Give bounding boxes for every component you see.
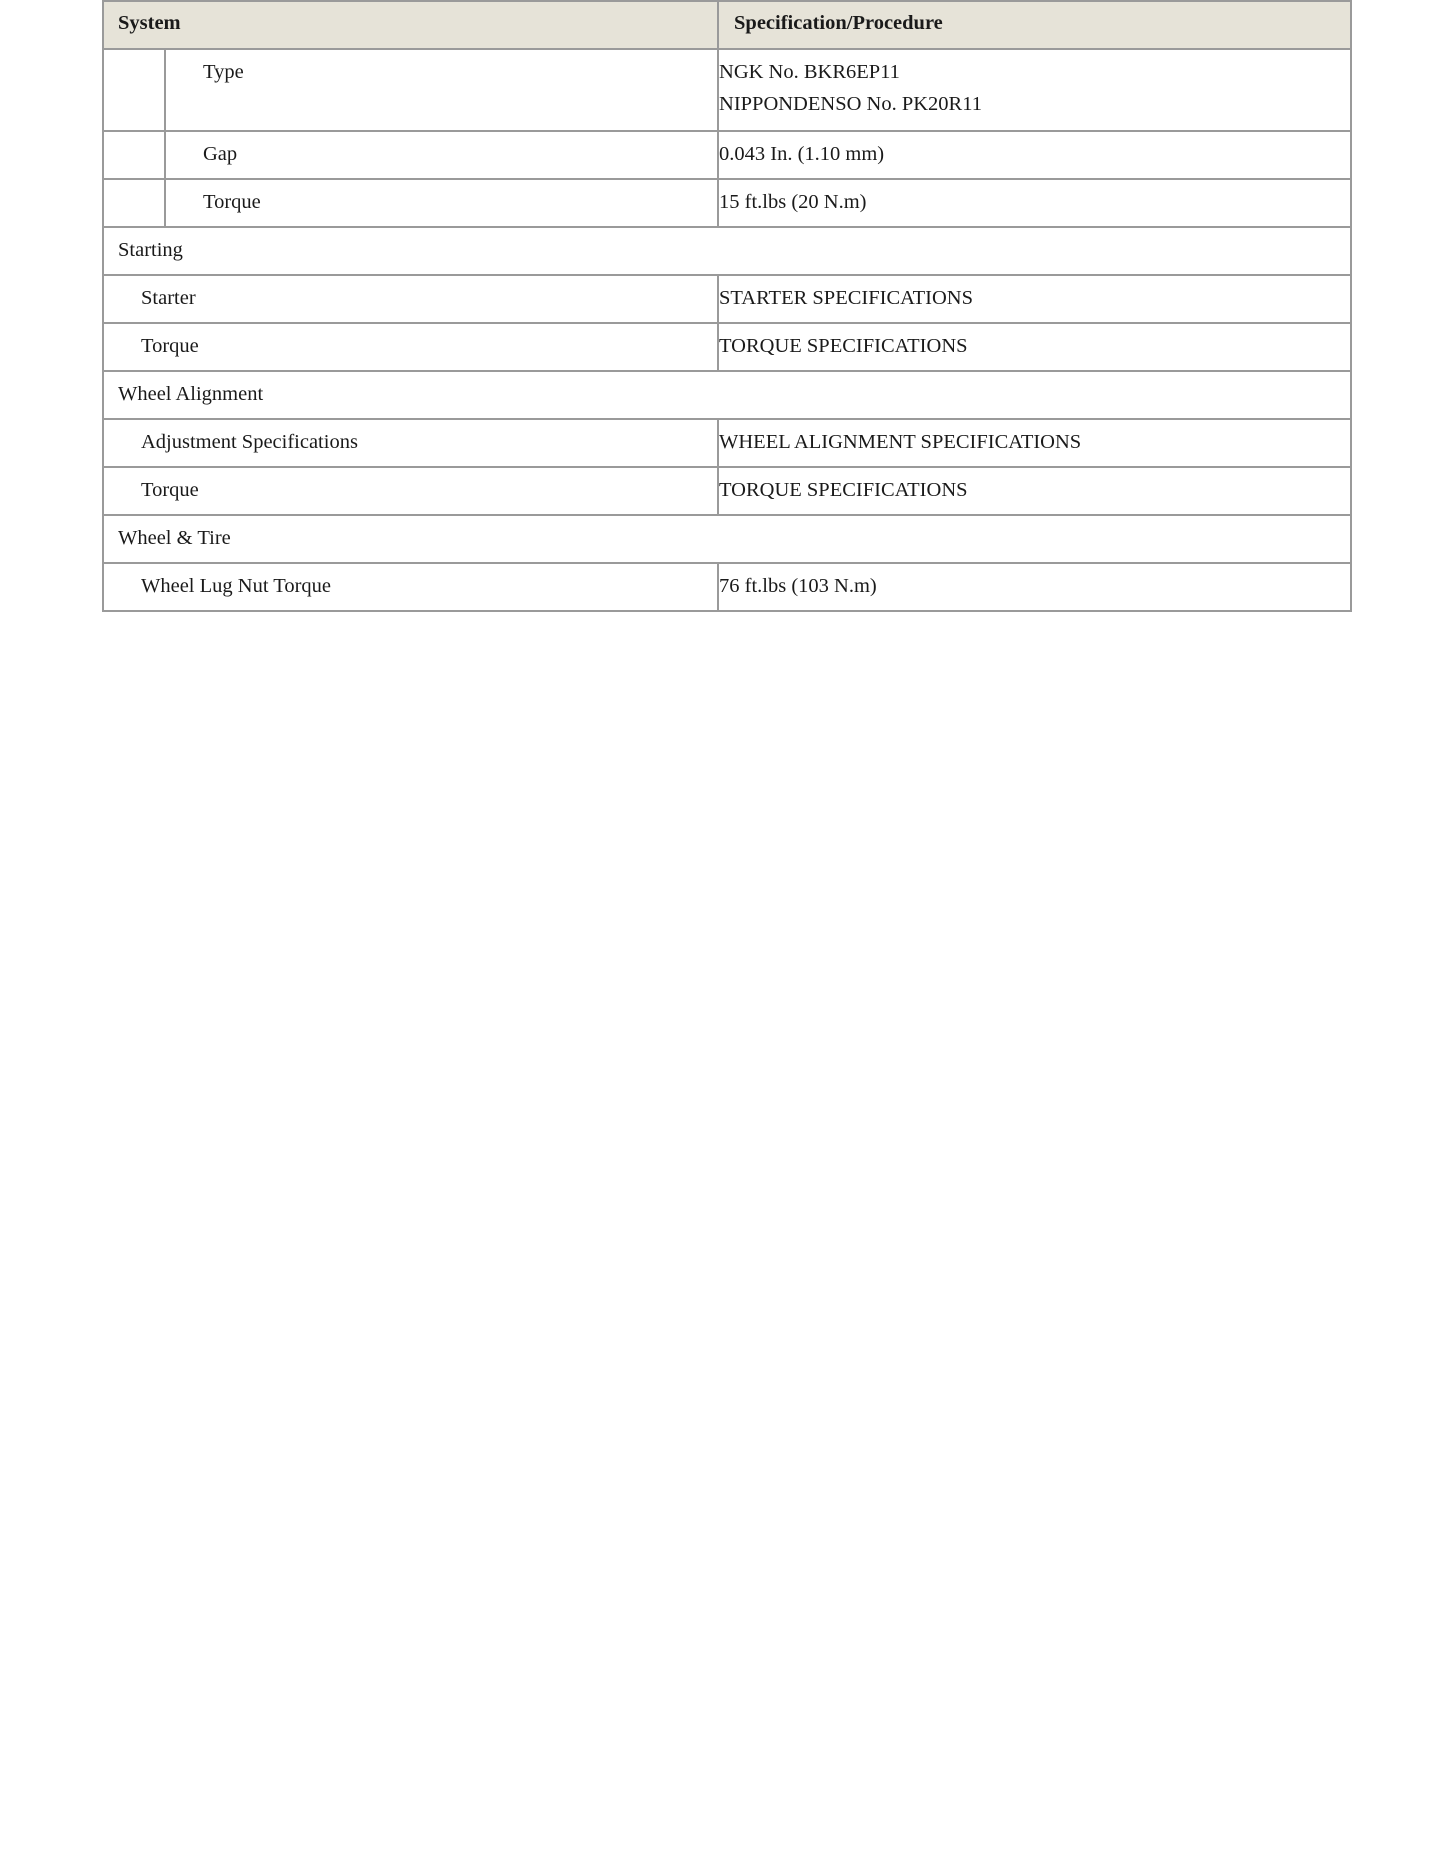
table-row <box>103 49 1351 131</box>
row-value-cell <box>718 419 1351 467</box>
header-specification: Specification/Procedure <box>718 1 1351 49</box>
table-row <box>103 275 1351 323</box>
section-title-cell <box>103 515 1351 563</box>
section-row <box>103 515 1351 563</box>
header-system: System <box>103 1 718 49</box>
row-value-cell <box>718 323 1351 371</box>
row-label-cell <box>103 419 718 467</box>
header-row <box>103 1 1351 49</box>
section-row <box>103 227 1351 275</box>
indent-cell <box>103 131 165 179</box>
row-label-cell <box>103 467 718 515</box>
section-title-cell <box>103 371 1351 419</box>
row-value-cell <box>718 49 1351 131</box>
row-value: 0.043 In. (1.10 mm) <box>719 143 885 165</box>
indent-cell <box>103 49 165 131</box>
row-value: WHEEL ALIGNMENT SPECIFICATIONS <box>719 431 1082 453</box>
row-label-cell <box>103 323 718 371</box>
row-label-cell <box>165 131 718 179</box>
row-value: NGK No. BKR6EP11 <box>719 61 900 83</box>
section-title: Wheel & Tire <box>118 527 231 549</box>
row-label: Torque <box>203 191 261 213</box>
row-value-cell <box>718 179 1351 227</box>
row-value: TORQUE SPECIFICATIONS <box>719 335 968 357</box>
table-row <box>103 419 1351 467</box>
row-label: Type <box>203 61 244 83</box>
row-value: TORQUE SPECIFICATIONS <box>719 479 968 501</box>
row-label-cell <box>103 275 718 323</box>
table-row <box>103 131 1351 179</box>
row-label-cell <box>165 179 718 227</box>
section-title: Starting <box>118 239 183 261</box>
row-label-cell <box>103 563 718 611</box>
row-label-cell <box>165 49 718 131</box>
row-value: 15 ft.lbs (20 N.m) <box>719 191 867 213</box>
section-row <box>103 371 1351 419</box>
table-row <box>103 467 1351 515</box>
section-title: Wheel Alignment <box>118 383 264 405</box>
row-label: Torque <box>141 335 199 357</box>
table-row <box>103 563 1351 611</box>
row-value-cell <box>718 563 1351 611</box>
row-label: Gap <box>203 143 238 165</box>
table-row <box>103 323 1351 371</box>
row-value-cell <box>718 131 1351 179</box>
row-value-cell <box>718 467 1351 515</box>
row-value: 76 ft.lbs (103 N.m) <box>719 575 877 597</box>
row-label: Wheel Lug Nut Torque <box>141 575 332 597</box>
indent-cell <box>103 179 165 227</box>
specifications-table <box>102 0 1352 612</box>
row-label: Adjustment Specifications <box>141 431 358 453</box>
row-value: NIPPONDENSO No. PK20R11 <box>719 93 982 115</box>
row-value-cell <box>718 275 1351 323</box>
section-title-cell <box>103 227 1351 275</box>
row-label: Starter <box>141 287 196 309</box>
row-label: Torque <box>141 479 199 501</box>
row-value: STARTER SPECIFICATIONS <box>719 287 974 309</box>
table-row <box>103 179 1351 227</box>
